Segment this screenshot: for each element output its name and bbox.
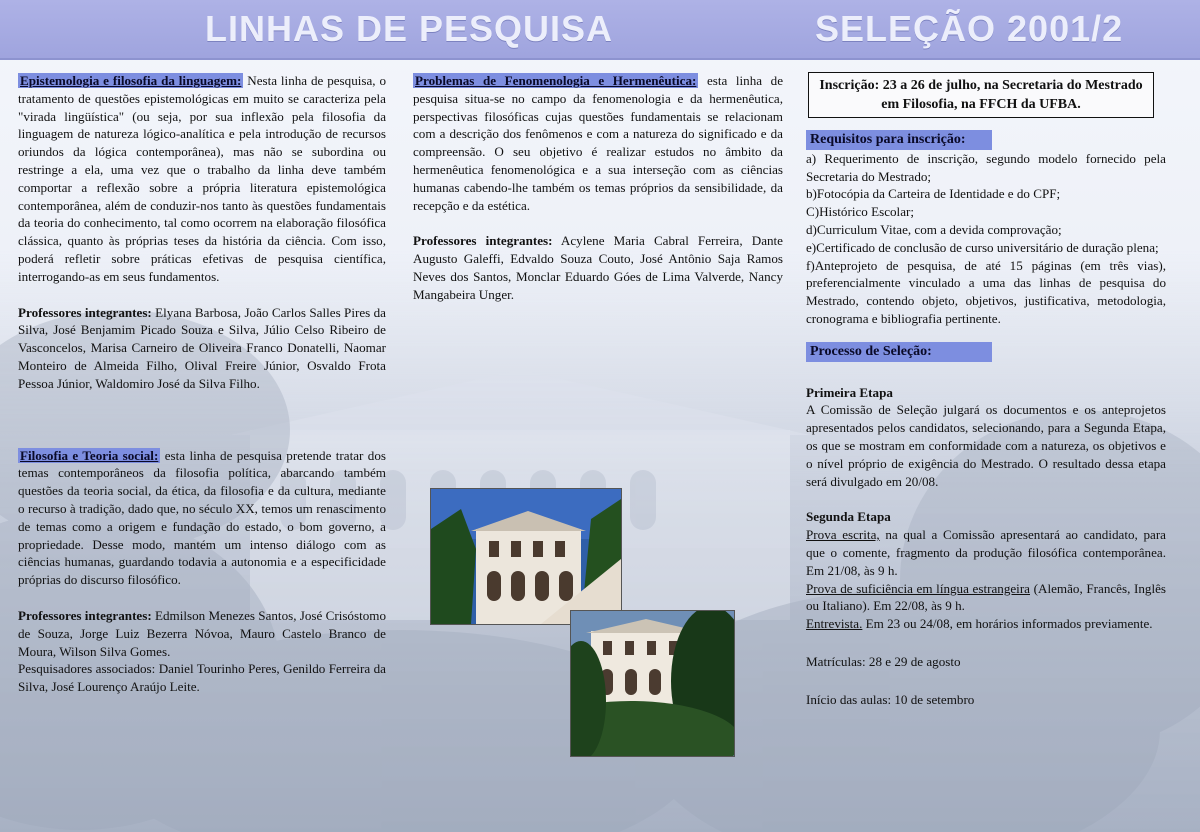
professors-names: Acylene Maria Cabral Ferreira, Dante Augusto Galeffi, Edvaldo Souza Couto, José Antônio Saja Ramos Neves dos Santos, Monclar Eduardo Góes de Lima Valverde, Nancy Mangabeira Unger.: [413, 233, 783, 302]
requirements-list: [806, 150, 1166, 328]
epistemology-paragraph: [18, 72, 386, 286]
enrollment-dates: Matrículas: 28 e 29 de agosto: [806, 653, 961, 669]
requirement-item: d)Curriculum Vitae, com a devida comprovação;: [806, 221, 1062, 237]
phenomenology-paragraph: [413, 72, 783, 214]
social-theory-heading: Filosofia e Teoria social:: [20, 447, 159, 463]
selection-process-heading: Processo de Seleção:: [806, 342, 992, 362]
building-photo-image: [431, 489, 621, 624]
social-theory-paragraph: [18, 447, 386, 589]
requirement-item: a) Requerimento de inscrição, segundo modelo fornecido pela Secretaria do Mestrado;: [806, 150, 1166, 184]
research-lines-title: LINHAS DE PESQUISA: [205, 8, 614, 49]
building-photo-top: [430, 488, 622, 625]
professors-label: Professores integrantes:: [18, 304, 152, 320]
phenomenology-text: esta linha de pesquisa situa-se no campo da fenomenologia e da hermenêutica, perspectivas filosóficas cujas questões fundamentais se relacionam com a descrição dos fenômenos e com a natureza do significado e da compreensão. O seu objetivo é realizar estudos no âmbito da hermenêutica fenomenológica e a sua interseção com as ciências humanas cabendo-lhe também os temas próprios da sensibilidade, da recepção e da estética.: [413, 73, 784, 213]
header-banner: [0, 0, 1200, 60]
epistemology-heading: Epistemologia e filosofia da linguagem:: [20, 73, 242, 88]
classes-start: Início das aulas: 10 de setembro: [806, 691, 975, 707]
professors-label: Professores integrantes:: [413, 233, 553, 249]
social-theory-text: esta linha de pesquisa pretende tratar dos temas contemporâneos da filosofia política, abarcando também questões da teoria social, da ética, da filosofia e da cultura, mediante o recurso à tradição, dado que, no século XX, temos um renascimento de temas como a origem e fundação do estado, o bom governo, a propriedade. Desse modo, mantém um intenso diálogo com as ciências humanas, guardando todavia a autonomia e a especificidade próprias do discurso filosófico.: [18, 447, 386, 588]
written-exam-label: Prova escrita,: [806, 527, 880, 543]
social-theory-professors: [18, 607, 386, 660]
language-exam: [806, 580, 1166, 616]
column-middle: [413, 72, 783, 304]
interview-text: Em 23 ou 24/08, em horários informados previamente.: [862, 616, 1153, 632]
column-left: [18, 72, 386, 696]
registration-box: Inscrição: 23 a 26 de julho, na Secretaria do Mestrado em Filosofia, na FFCH da UFBA.: [808, 72, 1154, 118]
epistemology-text: Nesta linha de pesquisa, o tratamento de questões epistemológicas em muito se caracteriza pela "virada lingüística" (ou seja, por sua inflexão pela filosofia da linguagem de natureza lógico-analítica e pela introdução de recursos oriundos da lógica contemporânea), mas não se subordina ou restringe a ela, uma vez que o trabalho da linha deve também comportar a reflexão sobre a própria literatura epistemológica contemporânea, além de conduzir-nos tanto às questões fundamentais da teoria do conhecimento, tal como ocorrem na elaboração filosófica clássica, quanto às próprias teses da história da ciência. Com isso, poderá refletir sobre práticas efetivas de pesquisa científica, interrogando-as em seus fundamentos.: [18, 73, 386, 284]
professors-label: Professores integrantes:: [18, 607, 152, 623]
epistemology-professors: [18, 304, 386, 393]
language-exam-text: (Alemão, Francês, Inglês ou Italiano). Em 22/08, às 9 h.: [806, 580, 1167, 614]
language-exam-label: Prova de suficiência em língua estrangeira: [806, 580, 1030, 596]
phenomenology-professors: [413, 232, 783, 303]
requirement-item: C)Histórico Escolar;: [806, 204, 914, 220]
first-stage-text: A Comissão de Seleção julgará os documentos e os anteprojetos apresentados pelos candidatos, selecionando, para a Segunda Etapa, os que se mostram em conformidade com a natureza, os objetivos e o nível próprio de exigência do Mestrado. O resultado dessa etapa será divulgado em 20/08.: [806, 402, 1166, 489]
professors-names: Edmilson Menezes Santos, José Crisóstomo de Souza, Jorge Luiz Bezerra Nóvoa, Mauro Castelo Branco de Moura, Wilson Silva Gomes.: [18, 607, 386, 659]
column-right: [806, 72, 1166, 709]
building-photo-image: [571, 611, 734, 756]
written-exam: [806, 526, 1166, 579]
first-stage-title: Primeira Etapa: [806, 384, 893, 400]
interview-label: Entrevista.: [806, 616, 863, 632]
interview: [806, 615, 1166, 633]
selection-title: SELEÇÃO 2001/2: [815, 8, 1124, 49]
associated-researchers: Pesquisadores associados: Daniel Tourinho Peres, Genildo Ferreira da Silva, José Lourenço Araújo Leite.: [18, 661, 386, 695]
requirement-item: f)Anteprojeto de pesquisa, de até 15 páginas (em três vias), preferencialmente vinculado a uma das linhas de pesquisa do Mestrado, contendo objeto, objetivos, justificativa, metodologia, cronograma e bibliografia pertinente.: [806, 257, 1166, 326]
second-stage-title: Segunda Etapa: [806, 509, 891, 525]
requirement-item: b)Fotocópia da Carteira de Identidade e do CPF;: [806, 186, 1061, 202]
building-photo-bottom: [570, 610, 735, 757]
requirement-item: e)Certificado de conclusão de curso universitário de duração plena;: [806, 239, 1159, 255]
requirements-heading: Requisitos para inscrição:: [806, 130, 992, 150]
phenomenology-heading: Problemas de Fenomenologia e Hermenêutica:: [415, 73, 697, 88]
written-exam-text: na qual a Comissão apresentará ao candidato, para que o comente, fragmento da produção filosófica contemporânea. Em 21/08, às 9 h.: [806, 527, 1166, 578]
professors-names: Elyana Barbosa, João Carlos Salles Pires da Silva, José Benjamim Picado Souza e Silva, Júlio Celso Ribeiro de Vasconcelos, Marisa Carneiro de Oliveira Franco Donatelli, Naomar Monteiro de Almeida Filho, Olival Freire Júnior, Osvaldo Frota Pessoa Júnior, Waldomiro José da Silva Filho.: [18, 304, 386, 391]
